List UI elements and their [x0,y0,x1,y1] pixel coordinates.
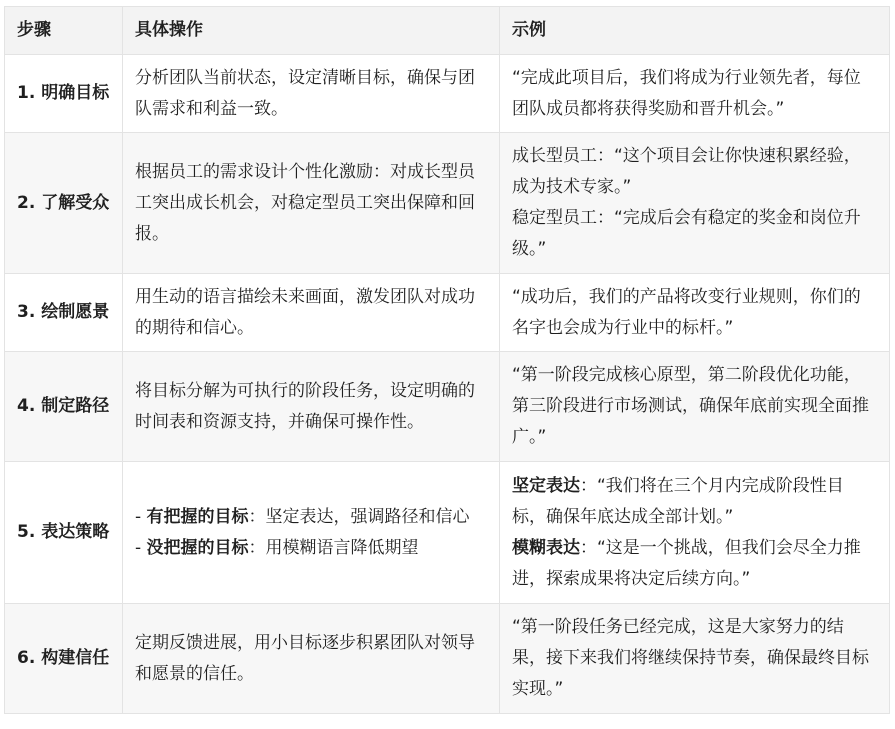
example-cell: “第一阶段完成核心原型，第二阶段优化功能，第三阶段进行市场测试，确保年底前实现全面推广。” [500,352,890,462]
table-row [5,604,890,714]
step-cell: 5. 表达策略 [5,462,123,604]
header-example: 示例 [500,7,890,55]
strategy-unsure [135,533,487,564]
action-cell [123,462,500,604]
bullet-prefix: - [135,537,147,558]
table-row [5,352,890,462]
strategy-label: 有把握的目标 [146,506,249,527]
example-text: ：“这是一个挑战，但我们会尽全力推进，探索成果将决定后续方向。” [512,537,861,589]
bullet-prefix: - [135,506,147,527]
step-cell: 4. 制定路径 [5,352,123,462]
action-cell: 根据员工的需求设计个性化激励：对成长型员工突出成长机会，对稳定型员工突出保障和回报。 [123,133,500,274]
strategy-table [4,6,890,714]
strategy-text: ：用模糊语言降低期望 [248,537,419,558]
strategy-label: 没把握的目标 [146,537,249,558]
step-cell: 3. 绘制愿景 [5,274,123,352]
strategy-text: ：坚定表达，强调路径和信心 [248,506,470,527]
step-cell: 1. 明确目标 [5,55,123,133]
example-line: 稳定型员工：“完成后会有稳定的奖金和岗位升级。” [512,208,861,259]
strategy-confident [135,502,487,533]
example-text: ：“我们将在三个月内完成阶段性目标，确保年底达成全部计划。” [512,475,844,527]
example-label: 坚定表达 [512,475,580,496]
action-cell: 将目标分解为可执行的阶段任务，设定明确的时间表和资源支持，并确保可操作性。 [123,352,500,462]
example-firm [512,471,877,533]
example-vague [512,533,877,595]
table-row [5,462,890,604]
example-cell: “成功后，我们的产品将改变行业规则，你们的名字也会成为行业中的标杆。” [500,274,890,352]
action-cell: 分析团队当前状态，设定清晰目标，确保与团队需求和利益一致。 [123,55,500,133]
table-row [5,55,890,133]
action-cell: 定期反馈进展，用小目标逐步积累团队对领导和愿景的信任。 [123,604,500,714]
step-cell: 6. 构建信任 [5,604,123,714]
step-cell: 2. 了解受众 [5,133,123,274]
table-row [5,274,890,352]
table-header [5,7,890,55]
header-action: 具体操作 [123,7,500,55]
header-step: 步骤 [5,7,123,55]
example-label: 模糊表达 [512,537,580,558]
example-cell: “完成此项目后，我们将成为行业领先者，每位团队成员都将获得奖励和晋升机会。” [500,55,890,133]
example-cell: “第一阶段任务已经完成，这是大家努力的结果，接下来我们将继续保持节奏，确保最终目标实现。” [500,604,890,714]
example-cell [500,462,890,604]
example-line: 成长型员工：“这个项目会让你快速积累经验，成为技术专家。” [512,146,861,197]
table-row [5,133,890,274]
table-body [5,55,890,714]
header-row [5,7,890,55]
example-cell [500,133,890,274]
action-cell: 用生动的语言描绘未来画面，激发团队对成功的期待和信心。 [123,274,500,352]
